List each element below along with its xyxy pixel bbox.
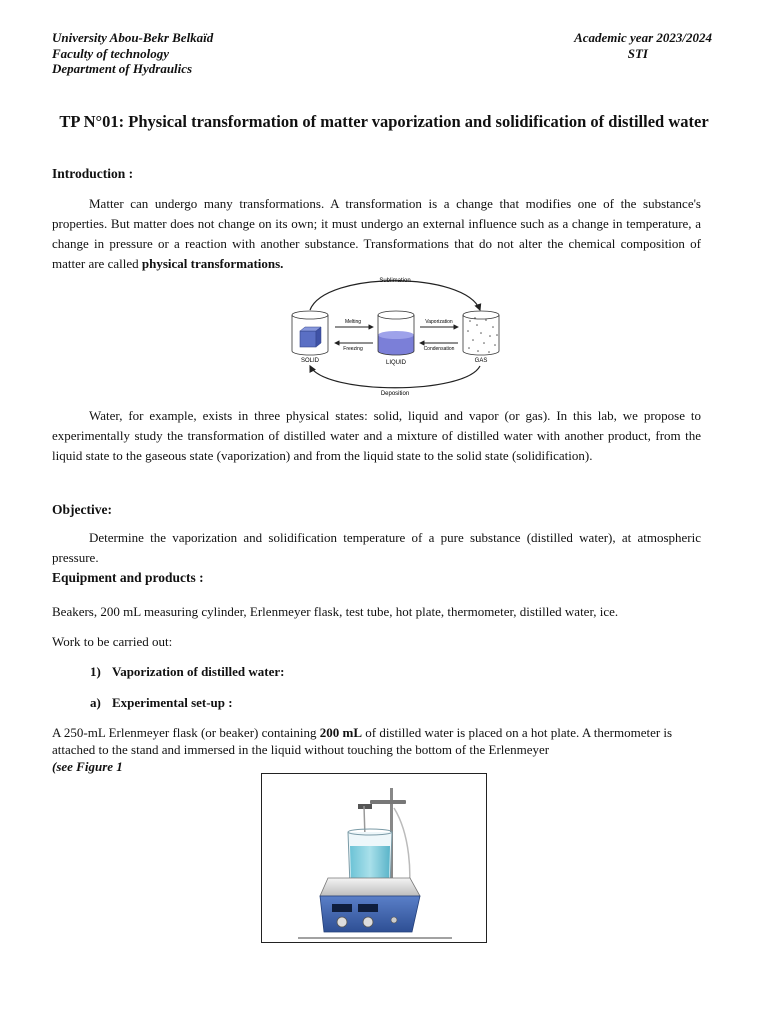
step-1a-title: Experimental set-up :: [112, 695, 233, 710]
introduction-heading: Introduction :: [52, 166, 134, 181]
solid-label: SOLID: [300, 358, 320, 364]
objective-text: Determine the vaporization and solidification temperature of a pure substance (distilled water), at atmospheric pressure.: [52, 530, 701, 565]
header-institution: [52, 30, 213, 77]
solid-beaker: [292, 311, 328, 355]
setup-paragraph: [52, 724, 712, 775]
intro-text-2: Water, for example, exists in three physical states: solid, liquid and vapor (or gas). In this lab, we propose to experimentally study the transformation of distilled water and a mixture of distilled water with another product, from the liquid state to the gaseous state (vaporization) and from the liquid state to the solid state (solidification).: [52, 408, 701, 463]
setup-volume: 200 mL: [319, 725, 362, 740]
step-1-number: 1): [90, 664, 101, 679]
clamp-arm: [370, 800, 406, 804]
faculty-name: Faculty of technology: [52, 45, 169, 61]
header-academic: [574, 30, 712, 61]
step-1-heading: [90, 664, 284, 680]
freezing-label: Freezing: [343, 346, 363, 352]
academic-year: Academic year 2023/2024: [574, 30, 712, 45]
step-1-title: Vaporization of distilled water:: [112, 664, 285, 679]
liquid-label: LIQUID: [385, 360, 407, 366]
melting-label: Melting: [344, 319, 362, 325]
equipment-heading: Equipment and products :: [52, 570, 204, 585]
knob-left: [337, 917, 347, 927]
deposition-arrow: [310, 366, 480, 388]
display-left: [332, 904, 352, 912]
ice-cube: [300, 331, 316, 347]
clamp-head: [358, 804, 372, 809]
vaporization-label: Vaporization: [425, 319, 453, 325]
intro-text: Matter can undergo many transformations. A transformation is a change that modifies one of the substance's properties. But matter does not change on its own; it must undergo an external influence such as a change in temperature, a change in pressure or a reaction with another substance. Transformations that do not alter the chemical composition of matter are called: [52, 196, 701, 271]
university-name: University Abou-Bekr Belkaïd: [52, 30, 214, 45]
introduction-paragraph-1: [52, 194, 701, 274]
step-1a-heading: [90, 695, 233, 711]
hot-plate: [320, 878, 420, 932]
deposition-label: Deposition: [380, 391, 410, 397]
setup-text-2: of distilled water is placed on a hot plate. A thermometer is attached to the stand and immersed in the liquid without touching the bottom of the Erlenmeyer: [52, 725, 673, 757]
hot-plate-setup-image: [262, 774, 486, 942]
introduction-paragraph-2: [52, 406, 701, 466]
sublimation-arrow: [310, 281, 480, 310]
knob-right: [363, 917, 373, 927]
objective-paragraph: [52, 528, 701, 568]
figure-reference: (see Figure 1: [52, 759, 123, 774]
work-intro: Work to be carried out:: [52, 634, 173, 649]
display-right: [358, 904, 378, 912]
step-1a-number: a): [90, 695, 101, 710]
gas-label: GAS: [474, 358, 488, 364]
department-name: Department of Hydraulics: [52, 61, 193, 76]
page-title: TP N°01: Physical transformation of matter vaporization and solidification of distilled water: [59, 112, 709, 131]
condensation-label: Condensation: [423, 346, 455, 352]
intro-bold-term: physical transformations.: [141, 256, 284, 271]
program-name: STI: [627, 45, 648, 61]
gas-beaker: [463, 311, 499, 355]
sublimation-label: Sublimation: [379, 278, 411, 284]
objective-heading: Objective:: [52, 502, 112, 517]
states-of-matter-diagram: [285, 273, 505, 399]
setup-text-1: A 250-mL Erlenmeyer flask (or beaker) containing: [52, 725, 320, 740]
equipment-list: Beakers, 200 mL measuring cylinder, Erlenmeyer flask, test tube, hot plate, thermometer, distilled water, ice.: [52, 604, 619, 619]
liquid-beaker: [378, 311, 414, 355]
figure-1-frame: [261, 773, 487, 943]
